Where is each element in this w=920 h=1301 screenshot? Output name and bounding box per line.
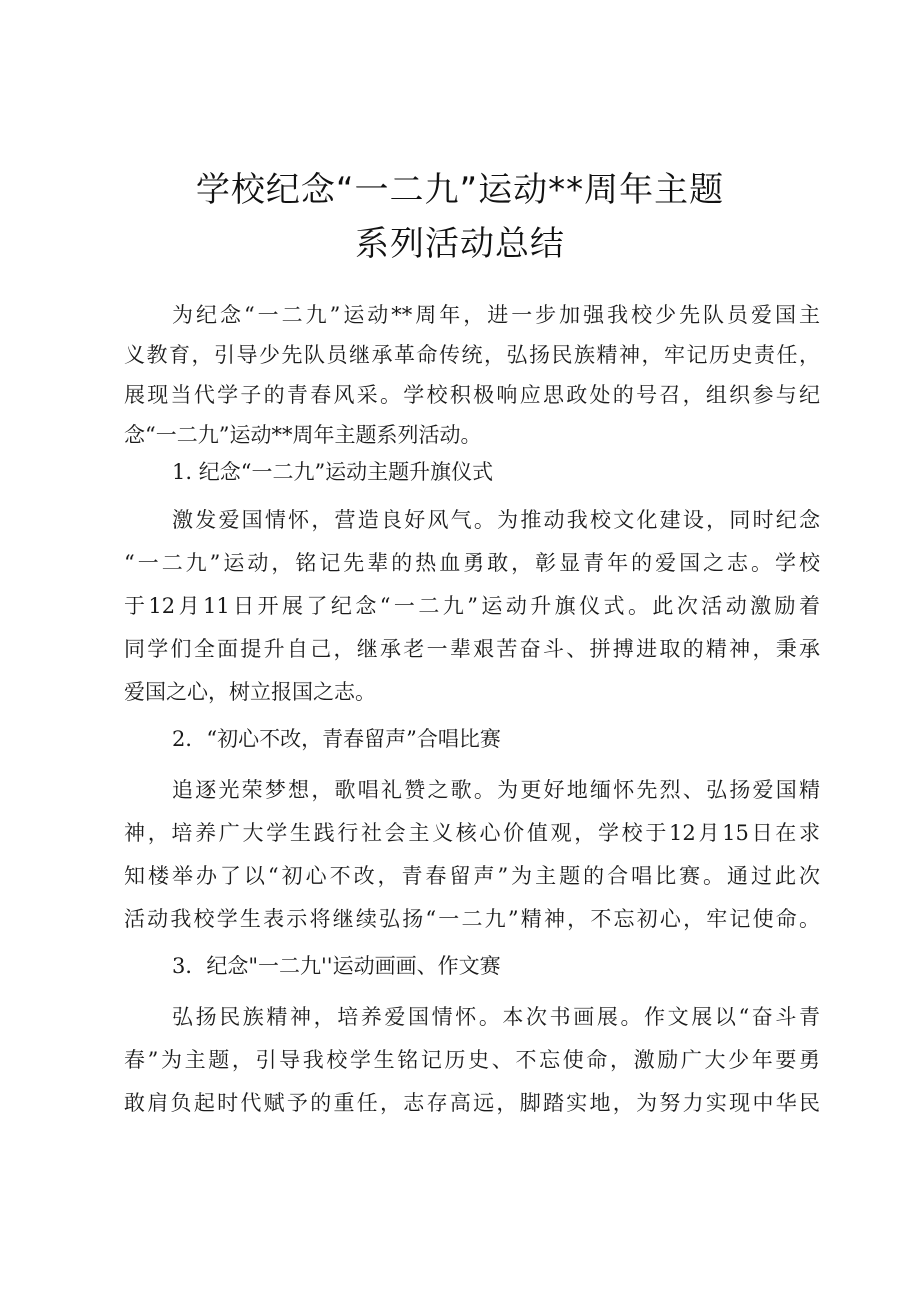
section-2-line: 活动我校学生表示将继续弘扬“一二九”精神，不忘初心，牢记使命。 (124, 907, 820, 931)
section-1-line: 同学们全面提升自己，继承老一辈艰苦奋斗、拼搏进取的精神，秉承 (124, 637, 820, 661)
intro-line: 展现当代学子的青春风采。学校积极响应思政处的号召，组织参与纪 (124, 383, 820, 407)
intro-line: 义教育，引导少先队员继承革命传统，弘扬民族精神，牢记历史责任， (124, 343, 820, 367)
section-1-line: 爱国之心，树立报国之志。 (124, 680, 376, 704)
document-title-line-2: 系列活动总结 (355, 224, 565, 264)
section-2-line: 追逐光荣梦想，歌唱礼赞之歌。为更好地缅怀先烈、弘扬爱国精 (172, 778, 820, 802)
section-1-line: 于12月11日开展了纪念“一二九”运动升旗仪式。此次活动激励着 (124, 594, 820, 618)
intro-line: 为纪念“一二九”运动**周年，进一步加强我校少先队员爱国主 (172, 303, 820, 327)
section-1-heading: 1. 纪念“一二九”运动主题升旗仪式 (172, 460, 494, 484)
section-3-line: 弘扬民族精神，培养爱国情怀。本次书画展。作文展以“奋斗青 (172, 1005, 820, 1029)
section-3-line: 春”为主题，引导我校学生铭记历史、不忘使命，激励广大少年要勇 (124, 1048, 820, 1072)
section-3-heading: 3．纪念"一二九''运动画画、作文赛 (172, 954, 501, 978)
document-title-line-1: 学校纪念“一二九”运动**周年主题 (195, 170, 725, 210)
section-2-line: 神，培养广大学生践行社会主义核心价值观，学校于12月15日在求 (124, 821, 820, 845)
section-3-line: 敢肩负起时代赋予的重任，志存高远，脚踏实地，为努力实现中华民 (124, 1091, 820, 1115)
intro-line: 念“一二九”运动**周年主题系列活动。 (124, 423, 482, 447)
section-1-line: “一二九”运动，铭记先辈的热血勇敢，彰显青年的爱国之志。学校 (124, 551, 820, 575)
section-2-line: 知楼举办了以“初心不改，青春留声”为主题的合唱比赛。通过此次 (124, 864, 820, 888)
section-2-heading: 2．“初心不改，青春留声”合唱比赛 (172, 727, 501, 751)
section-1-line: 激发爱国情怀，营造良好风气。为推动我校文化建设，同时纪念 (172, 508, 820, 532)
